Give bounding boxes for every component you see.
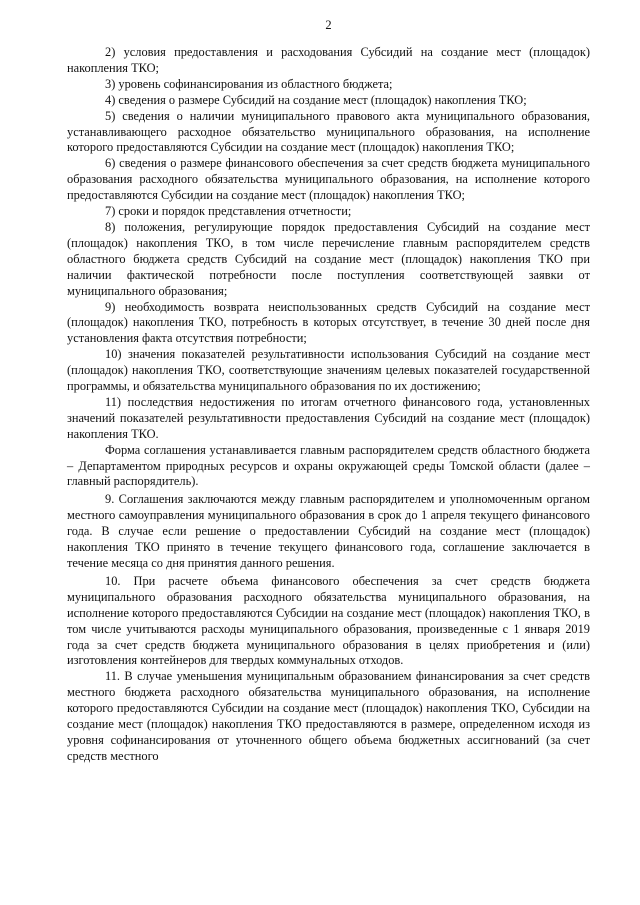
paragraph-item-5: 5) сведения о наличии муниципального правового акта муниципального образования, устанавливающего расходное обязательство муниципального образования, на исполнение которого предоставляются Субсидии на создание мест (площадок) накопления ТКО;: [67, 108, 590, 155]
paragraph-item-3: 3) уровень софинансирования из областного бюджета;: [105, 76, 393, 91]
paragraph-agreement-form: Форма соглашения устанавливается главным распорядителем средств областного бюджета – Департаментом природных ресурсов и охраны окружающей среды Томской области (далее – главный распорядитель).: [67, 442, 590, 489]
paragraph-item-4: 4) сведения о размере Субсидий на создание мест (площадок) накопления ТКО;: [105, 92, 527, 107]
paragraph-item-11: 11) последствия недостижения по итогам отчетного финансового года, установленных значений показателей результативности предоставления Субсидий на создание мест (площадок) накопления ТКО.: [67, 394, 590, 441]
paragraph-clause-11: 11. В случае уменьшения муниципальным образованием финансирования за счет средств местного бюджета расходного обязательства муниципального образования, на исполнение которого предоставляются Субсидии на создание мест (площадок) накопления ТКО, Субсидии на создание мест (площадок) накопления ТКО предоставляются в размере, определенном исходя из уровня софинансирования от уточненного общего объема бюджетных ассигнований (за счет средств местного: [67, 669, 590, 763]
paragraph-item-2: 2) условия предоставления и расходования Субсидий на создание мест (площадок) накопления ТКО;: [67, 45, 590, 75]
paragraph-item-10: 10) значения показателей результативности использования Субсидий на создание мест (площадок) накопления ТКО, соответствующие значениям целевых показателей государственной программы, и обязательства муниципального образования по их достижению;: [67, 347, 590, 394]
paragraph-item-9: 9) необходимость возврата неиспользованных средств Субсидий на создание мест (площадок) накопления ТКО, потребность в которых отсутствует, в течение 30 дней после дня установления факта отсутствия потребности;: [67, 299, 590, 346]
paragraph-clause-9: 9. Соглашения заключаются между главным распорядителем и уполномоченным органом местного самоуправления муниципального образования в срок до 1 апреля текущего финансового года. В случае если решение о предоставлении Субсидий на создание мест (площадок) накопления ТКО принято в течение текущего финансового года, соглашение заключается в течение месяца со дня принятия данного решения.: [67, 492, 590, 570]
paragraph-item-6: 6) сведения о размере финансового обеспечения за счет средств бюджета муниципального образования расходного обязательства муниципального образования, на исполнение которого предоставляются Субсидии на создание мест (площадок) накопления ТКО;: [67, 156, 590, 203]
paragraph-item-7: 7) сроки и порядок представления отчетности;: [105, 204, 352, 219]
page-number: 2: [325, 18, 332, 32]
paragraph-item-8: 8) положения, регулирующие порядок предоставления Субсидий на создание мест (площадок) накопления ТКО, в том числе перечисление главным распорядителем средств областного бюджета средств Субсидий на создание мест (площадок) накопления ТКО при наличии фактической потребности после поступления соответствующей заявки от муниципального образования;: [67, 219, 590, 298]
paragraph-clause-10: 10. При расчете объема финансового обеспечения за счет средств бюджета муниципального образования расходного обязательства муниципального образования, на исполнение которого предоставляются Субсидии на создание мест (площадок) накопления ТКО, в том числе учитываются расходы муниципального образования, произведенные с 1 января 2019 года за счет средств бюджета муниципального образования в целях приобретения и (или) изготовления контейнеров для твердых коммунальных отходов.: [67, 573, 590, 668]
